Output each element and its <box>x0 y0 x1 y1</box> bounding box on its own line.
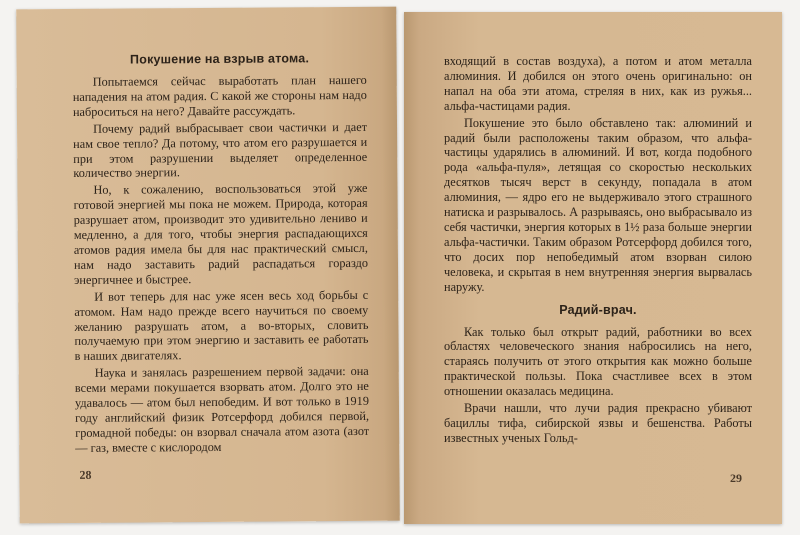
paragraph: Как только был открыт радий, работники во всех областях человеческого знания набросились на него, стараясь получить от этого открытия как можно больше практической пользы. Пока счастливее всех в этом отношении оказалась медицина. <box>444 324 752 399</box>
section-heading-radium-doctor: Радий-врач. <box>559 302 637 317</box>
paragraph-continuation: входящий в состав воздуха), а потом и атом металла алюминия. И добился он этого очень оригинально: он напал на оба эти атома, стреляя в них, как из ружья... альфа-частицами радия. <box>444 54 752 113</box>
page-number-left: 28 <box>79 467 92 482</box>
paragraph: Наука и занялась разрешением первой задачи: она всеми мерами покушается взорвать атом. Долго это не удавалось — атом был непобедим. И вот только в 1919 году английский физик Ротсерфорд добился первой, громадной победы: он взорвал сначала атом азота (азот — газ, вместе с кислородом <box>74 364 370 455</box>
paragraph: И вот теперь для нас уже ясен весь ход борьбы с атомом. Нам надо прежде всего научиться по своему желанию разрушать атом, а во-вторых, словить получаемую при этом энергию и заставить ее работать в наших двигателях. <box>74 287 369 364</box>
section-heading-atom-attack: Покушение на взрыв атома. <box>129 51 310 67</box>
right-page <box>404 12 782 524</box>
page-number-right: 29 <box>730 471 742 485</box>
paragraph: Покушение это было обставлено так: алюминий и радий были расположены таким образом, что альфа-частицы ударялись в алюминий. И вот, когда подобного рода «альфа-пуля», летящая со скоростью нескольких десятков тысяч верст в секунду, попадала в атом алюминия, — ядро его не выдерживало этого страшного натиска и разрывалось. А разрываясь, оно выбрасывало из себя частички, энергия которых в 1½ раза больше энергии альфа-частички. Таким образом Ротсерфорд добился того, что досих пор непобедимый атом взорван силою человека, и скрытая в нем внутренняя энергия вырвалась наружу. <box>444 115 752 294</box>
paragraph: Почему радий выбрасывает свои частички и дает нам свое тепло? Да потому, что атом его разрушается и при этом разрушении выделяет определенное количество энергии. <box>73 119 368 181</box>
paragraph: Но, к сожалению, воспользоваться этой уже готовой энергией мы пока не можем. Природа, которая разрушает атом, производит это удивительно лениво и медленно, а для того, чтобы энергия распадающихся атомов радия имела бы для нас практический смысл, нам надо заставить радий распадаться гораздо энергичнее и быстрее. <box>73 181 369 287</box>
paragraph: Попытаемся сейчас выработать план нашего нападения на атом радия. С какой же стороны нам надо наброситься на него? Давайте рассуждать. <box>72 72 367 119</box>
paragraph: Врачи нашли, что лучи радия прекрасно убивают бациллы тифа, сибирской язвы и бешенства. Работы известных ученых Гольд- <box>444 401 752 445</box>
left-page <box>16 7 400 524</box>
